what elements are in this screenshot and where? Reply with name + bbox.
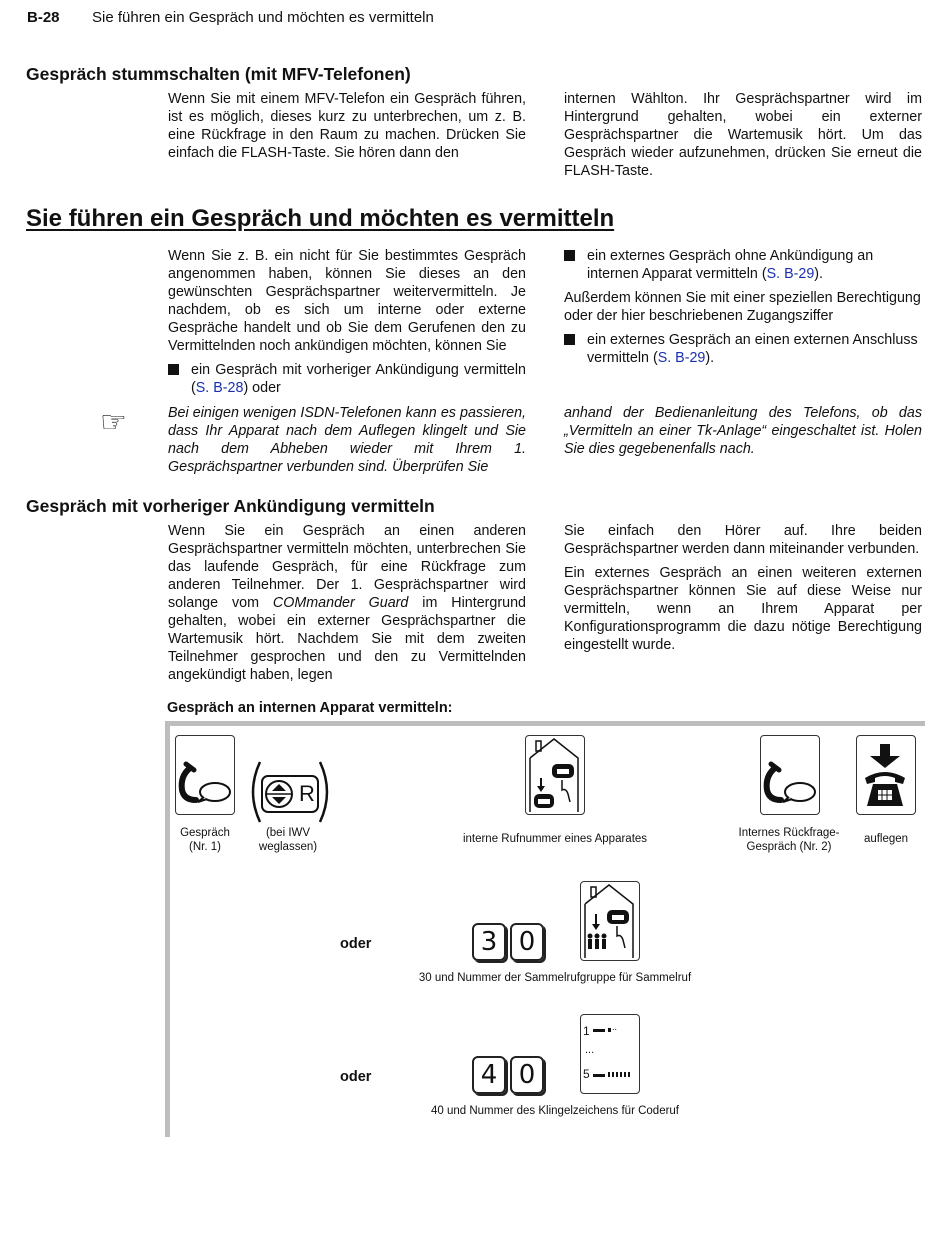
key-0: 0 (510, 923, 544, 961)
note-right: anhand der Bedienanleitung des Telefons, ob das „Vermitteln an einer Tk-Anlage“ eingeschaltet ist. Holen Sie dies gegebenenfalls nach. (564, 405, 922, 457)
flash-key-icon (246, 760, 334, 824)
iwv-label: (bei IWV weglassen) (258, 827, 318, 853)
pointing-hand-icon: ☞ (100, 406, 127, 439)
bullet-without-announcement: ein externes Gespräch ohne Ankündigung an internen Apparat vermitteln (S. B-29). (564, 247, 922, 283)
main-heading: Sie führen ein Gespräch und möchten es vermitteln (26, 205, 615, 232)
call-1-label: Gespräch (Nr. 1) (180, 827, 230, 853)
ring-code-first: 1 (583, 1024, 590, 1038)
figure-caption: Gespräch an internen Apparat vermitteln: (167, 700, 453, 716)
announced-text-left: Wenn Sie ein Gespräch an einen anderen Gesprächspartner vermitteln möchten, unterbrechen Sie das laufende Gespräch, für eine Rückfrage zum anderen Teilnehmer. Der 1. Gesprächspartner wird solange vom COMmander Guard im Hintergrund gehalten, wobei ein externer Gesprächspartner die Wartemusik hört. Nachdem Sie mit dem zweiten Teilnehmer gesprochen und den zu Vermittelnden angekündigt haben, legen (168, 523, 526, 683)
ring-code-ellipsis: ... (585, 1044, 595, 1056)
or-label-1: oder (340, 936, 372, 952)
bullet-external: ein externes Gespräch an einen externen Anschluss vermitteln (S. B-29). (564, 331, 922, 367)
group-call-icon (580, 881, 640, 961)
announced-text-right: Sie einfach den Hörer auf. Ihre beiden Gesprächspartner werden dann miteinander verbunden. Ein externes Gespräch an einen weiteren externen Gesprächspartner können Sie auf diese Weise nur vermitteln, wenn an Ihrem Apparat per Konfigurationsprogramm die dazu nötige Berechtigung eingestellt wurde. (564, 523, 922, 653)
hang-up-icon (856, 735, 916, 815)
intro-paragraph: Wenn Sie z. B. ein nicht für Sie bestimmtes Gespräch angenommen haben, können Sie dieses an den gewünschten Gesprächspartner weitervermitteln. Je nachdem, ob es sich um interne oder externe Gespräche handelt und ob Sie dem Gerufenen den zu Vermittelnden noch ankündigen möchten, können Sie (168, 248, 526, 354)
ring-code-bar-long-2 (593, 1074, 605, 1077)
group-call-label: 30 und Nummer der Sammelrufgruppe für Sammelruf (418, 972, 692, 984)
ring-code-display-icon (580, 1014, 640, 1094)
ring-code-last: 5 (583, 1067, 590, 1081)
ring-code-bar-long (593, 1029, 605, 1032)
house-phone-icon (525, 735, 585, 815)
handset-speech-icon-2 (760, 735, 820, 815)
running-header: Sie führen ein Gespräch und möchten es vermitteln (92, 9, 434, 26)
section-heading-mute: Gespräch stummschalten (mit MFV-Telefonen) (26, 64, 411, 84)
link-b29-a[interactable]: S. B-29 (766, 266, 815, 282)
key-0-b: 0 (510, 1056, 544, 1094)
product-name: COMmander Guard (272, 595, 409, 611)
note-left: Bei einigen wenigen ISDN-Telefonen kann es passieren, dass Ihr Apparat nach dem Auflegen klingelt und Sie nach dem Abheben wieder mit Ihrem 1. Gesprächspartner verbunden sind. Überprüfen Sie (168, 405, 526, 475)
permission-paragraph: Außerdem können Sie mit einer speziellen Berechtigung oder der hier beschriebenen Zugangsziffer (564, 290, 921, 324)
call-2-label: Internes Rückfrage-Gespräch (Nr. 2) (738, 827, 840, 853)
mute-text-right: internen Wählton. Ihr Gesprächspartner wird im Hintergrund gehalten, wobei ein externer Gesprächspartner die Wartemusik hört. Um das Gespräch wieder aufzunehmen, drücken Sie erneut die FLASH-Taste. (564, 91, 922, 179)
link-b29-b[interactable]: S. B-29 (657, 350, 706, 366)
link-b28[interactable]: S. B-28 (195, 380, 244, 396)
or-label-2: oder (340, 1069, 372, 1085)
handset-speech-icon (175, 735, 235, 815)
internal-number-label: interne Rufnummer eines Apparates (462, 833, 648, 845)
ring-code-dots: .. (612, 1022, 618, 1032)
ring-code-pattern (608, 1072, 630, 1077)
mute-text-left: Wenn Sie mit einem MFV-Telefon ein Gespräch führen, ist es möglich, dieses kurz zu unterbrechen, um z. B. eine Rückfrage in den Raum zu machen. Drücken Sie einfach die FLASH-Taste. Sie hören dann den (168, 91, 526, 161)
page-number: B-28 (27, 9, 60, 26)
intro-right-column (564, 247, 922, 373)
key-3: 3 (472, 923, 506, 961)
r-key-label: R (299, 781, 315, 806)
ring-code-bar-short (608, 1028, 611, 1032)
key-4: 4 (472, 1056, 506, 1094)
section-heading-announced: Gespräch mit vorheriger Ankündigung vermitteln (26, 496, 435, 516)
intro-left-column (168, 247, 526, 403)
code-call-label: 40 und Nummer des Klingelzeichens für Coderuf (430, 1105, 680, 1117)
bullet-with-announcement: ein Gespräch mit vorheriger Ankündigung vermitteln (S. B-28) oder (168, 361, 526, 397)
hang-up-label: auflegen (863, 833, 909, 845)
